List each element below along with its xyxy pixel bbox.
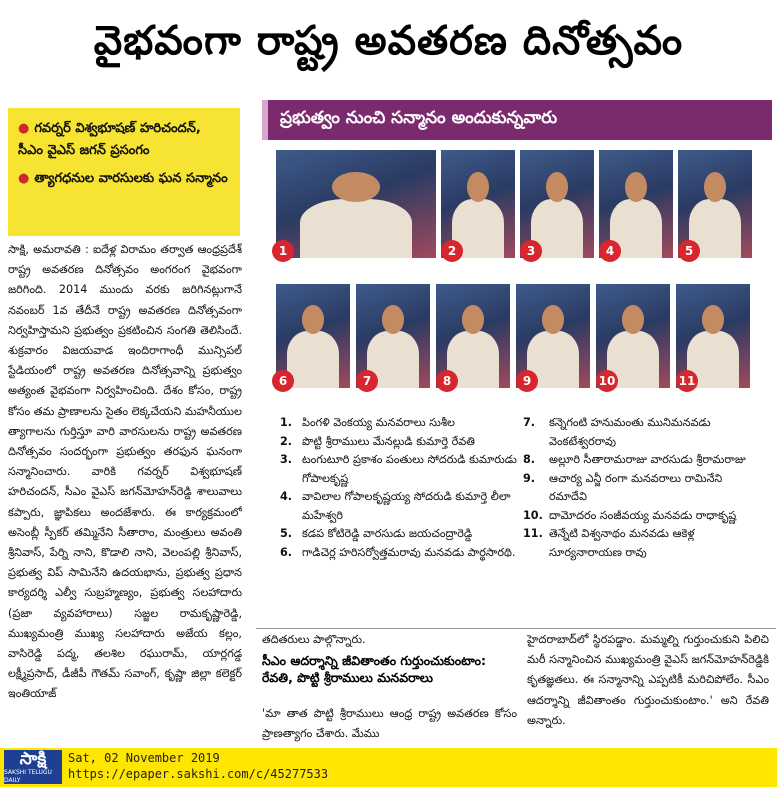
footer-url[interactable]: https://epaper.sakshi.com/c/45277533: [68, 767, 329, 781]
list-item: 1. పింగళి వెంకయ్య మనవరాలు సుశీల: [280, 416, 455, 429]
honorees-list-left: [280, 414, 520, 562]
highlights-box: [8, 108, 240, 236]
photo-number-badge: 7: [356, 370, 378, 392]
photo-number-badge: 9: [516, 370, 538, 392]
article-column-1: సాక్షి, అమరావతి : ఐదేళ్ల విరామం తర్వాత ఆంధ్రప్రదేశ్ రాష్ట్ర అవతరణ దినోత్సవం అంగరంగ వైభవంగా జరిగింది. 2014 ముందు వరకు జరిగినట్లుగానే నవంబర్ 1వ తేదీనే రాష్ట్ర అవతరణ దినోత్సవంగా నిర్వహిస్తామని ప్రభుత్వం ప్రకటించిన సంగతి తెలిసిందే. శుక్రవారం విజయవాడ ఇందిరాగాంధీ మున్సిపల్ స్టేడియంలో రాష్ట్ర అవతరణ దినోత్సవాన్ని ప్రభుత్వం అత్యంత వైభవంగా నిర్వహించింది. దేశం కోసం, రాష్ట్ర కోసం తమ ప్రాణాలను సైతం లెక్కచేయని మహనీయుల త్యాగాలను గుర్తిస్తూ వారి వారసులను రాష్ట్ర అవతరణ దినోత్సవం సందర్భంగా ప్రభుత్వం తరఫున ఘనంగా సన్మానించారు. వారికి గవర్నర్ విశ్వభూషణ్ హరిచందన్, సీఎం వైఎస్ జగన్‌మోహన్‌రెడ్డి శాలువాలు కప్పారు, జ్ఞాపికలు అందజేశారు. ఈ కార్యక్రమంలో అసెంబ్లీ స్పీకర్ తమ్మినేని సీతారాం, మంత్రులు అవంతి శ్రీనివాస్, పేర్ని నాని, కొడాలి నాని, వెలంపల్లి శ్రీనివాస్, ప్రభుత్వ విప్ సామినేని ఉదయభాను, ప్రభుత్వ ప్రధాన కార్యదర్శి ఎల్వీ సుబ్రహ్మణ్యం, ప్రభుత్వ సలహాదారు (ప్రజా వ్యవహారాలు) సజ్జల రామకృష్ణారెడ్డి, ముఖ్యమంత్రి ముఖ్య సలహాదారు అజేయ కల్లం, వాసిరెడ్డి పద్మ, తలశిల రఘురామ్, యార్లగడ్డ లక్ష్మీప్రసాద్, డీజీపీ గౌతమ్ సవాంగ్, కృష్ణా జిల్లా కలెక్టర్ ఇంతియాజ్: [8, 243, 242, 701]
photo-banner: ప్రభుత్వం నుంచి సన్మానం అందుకున్నవారు: [262, 100, 772, 140]
photo-number-badge: 8: [436, 370, 458, 392]
headline: వైభవంగా రాష్ట్ర అవతరణ దినోత్సవం: [0, 0, 777, 92]
photo-number-badge: 3: [520, 240, 542, 262]
list-item: 11. తెన్నేటి విశ్వనాథం మనవడు ఆకెళ్ల సూర్యనారాయణ రావు: [523, 527, 695, 559]
highlight-2: ● త్యాగధనుల వారసులకు ఘన సన్మానం: [18, 171, 228, 186]
bullet-icon: ●: [18, 171, 30, 186]
list-item: 7. కన్నెగంటి హనుమంతు మునిమనవడు వెంకటేశ్వరరావు: [523, 416, 711, 448]
photo-number-badge: 5: [678, 240, 700, 262]
list-item: 6. గాడిచెర్ల హరిసర్వోత్తమరావు మనవడు పార్థసారథి.: [280, 545, 516, 559]
quote-subheading: సీఎం ఆదర్శాన్ని జీవితాంతం గుర్తుంచుకుంటాం: రేవతి, పొట్టి శ్రీరాములు మనవరాలు: [262, 653, 486, 685]
photo-number-badge: 2: [441, 240, 463, 262]
sakshi-logo: సాక్షి SAKSHI TELUGU DAILY: [4, 750, 62, 784]
photo-number-badge: 1: [272, 240, 294, 262]
list-item: 5. కడప కోటిరెడ్డి వారసుడు జయచంద్రారెడ్డి: [280, 527, 473, 540]
photo-number-badge: 10: [596, 370, 618, 392]
photo-number-badge: 6: [272, 370, 294, 392]
article-column-3: హైదరాబాద్‌లో స్థిరపడ్డాం. మమ్మల్ని గుర్తుంచుకుని పిలిచి మరీ సన్మానించిన ముఖ్యమంత్రి వైఎస్ జగన్‌మోహన్‌రెడ్డికి కృతజ్ఞతలు. ఈ సన్మానాన్ని ఎప్పటికీ మరిచిపోలేం. సీఎం ఆదర్శాన్ని జీవితాంతం గుర్తుంచుకుంటాం.' అని రేవతి అన్నారు.: [527, 633, 769, 727]
list-item: 4. వావిలాల గోపాలకృష్ణయ్య సోదరుడి కుమార్తె లీలా మహేశ్వరి: [280, 490, 511, 522]
list-item: 2. పొట్టి శ్రీరాములు మేనల్లుడి కుమార్తె రేవతి: [280, 434, 475, 448]
photo-number-badge: 11: [676, 370, 698, 392]
honorees-list-right: [523, 414, 763, 562]
footer-date: Sat, 02 November 2019: [68, 751, 220, 765]
photo-number-badge: 4: [599, 240, 621, 262]
article-column-2-body: 'మా తాత పొట్టి శ్రీరాములు ఆంధ్ర రాష్ట్ర అవతరణ కోసం ప్రాణత్యాగం చేశారు. మేము: [262, 707, 517, 741]
highlight-1: ● గవర్నర్ విశ్వభూషణ్ హరిచందన్, సీఎం వైఎస్ జగన్ ప్రసంగం: [18, 121, 201, 158]
list-item: 8. అల్లూరి సీతారామరాజు వారసుడు శ్రీరామరాజు: [523, 453, 746, 466]
article-column-2-intro: తదితరులు పాల్గొన్నారు.: [262, 633, 366, 646]
list-item: 3. టంగుటూరి ప్రకాశం పంతులు సోదరుడి కుమారుడు గోపాలకృష్ణ: [280, 453, 517, 485]
photo-1: [276, 150, 436, 258]
section-divider: [256, 628, 776, 629]
list-item: 10. దామోదరం సంజీవయ్య మనవడు రాధాకృష్ణ: [523, 508, 737, 522]
list-item: 9. ఆచార్య ఎన్జీ రంగా మనవరాలు రామినేని రమాదేవి: [523, 471, 723, 503]
bullet-icon: ●: [18, 121, 30, 136]
